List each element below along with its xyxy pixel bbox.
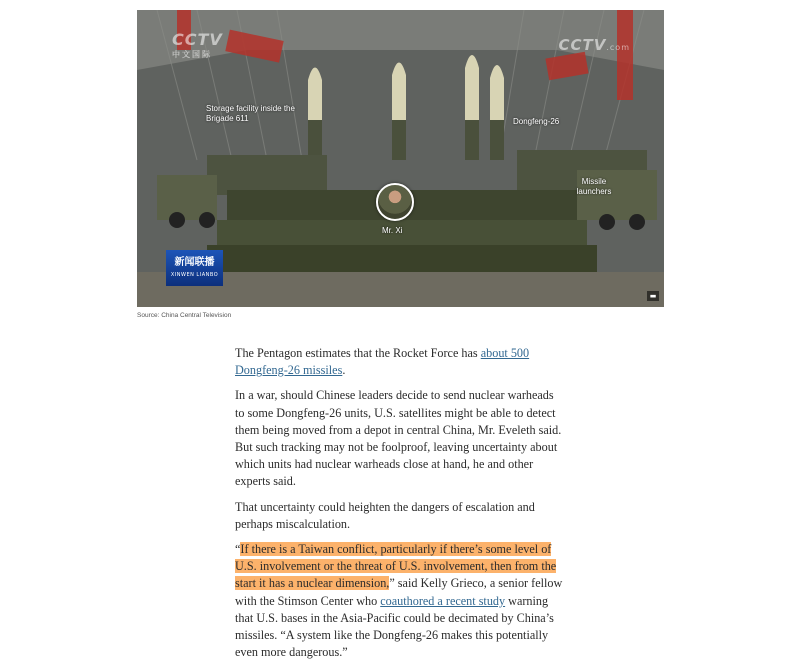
annotation-launchers: Missile launchers [576,177,612,196]
annotation-storage: Storage facility inside the Brigade 611 [206,104,295,123]
article-photo [137,10,664,307]
inline-link-study[interactable]: coauthored a recent study [380,593,506,608]
cctv-logo-right: CCTV.com [558,36,630,54]
inline-link-missiles[interactable]: about 500 Dongfeng-26 missiles [235,346,530,378]
paragraph: The Pentagon estimates that the Rocket Force has about 500 Dongfeng-26 missiles. [235,346,530,378]
highlighted-quote: If there is a Taiwan conflict, particularly if there’s some level of U.S. involvement or the threat of U.S. involvement, then from the start it has a nuclear dimension, [235,542,557,591]
paragraph-quote: “If there is a Taiwan conflict, particularly if there’s some level of U.S. involvement or the threat of U.S. involvement, then from the start it has a nuclear dimension,” said Kelly Grieco, a senior fellow with the Stimson Center who coauthored a recent study warning that U.S. bases in the Asia-Pacific could be decimated by China’s missiles. “A system like the Dongfeng-26 makes this potentially even more dangerous.” [235,542,563,660]
person-highlight-circle [376,183,414,221]
annotation-dongfeng: Dongfeng-26 [513,117,560,126]
expand-icon[interactable]: ▬ [647,291,659,301]
news-program-logo: 新闻联播 XINWEN LIANBO [166,250,223,286]
cctv-logo-left: CCTV 中文国际 [172,30,223,59]
paragraph: That uncertainty could heighten the dangers of escalation and perhaps miscalculation. [235,499,535,531]
paragraph: In a war, should Chinese leaders decide to send nuclear warheads to some Dongfeng-26 units, U.S. satellites might be able to detect them being moved from a depot in central China, Mr. Eveleth said. But such tracking may not be foolproof, leaving uncertainty about which units had nuclear warheads close at hand, he and other experts said. [235,388,562,489]
annotation-person: Mr. Xi [382,226,403,235]
image-source-caption: Source: China Central Television [137,312,232,319]
article-body [235,345,565,669]
